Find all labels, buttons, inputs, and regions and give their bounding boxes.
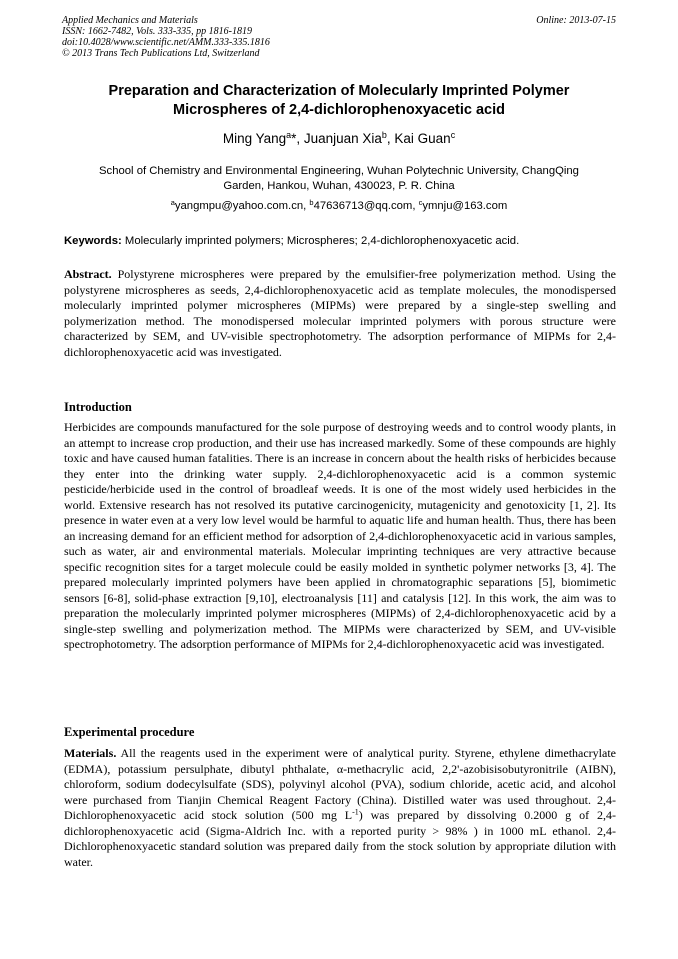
author-1-affil-mark: a xyxy=(286,130,292,141)
unit-exponent: -1 xyxy=(352,807,359,817)
experimental-heading: Experimental procedure xyxy=(64,725,195,739)
affiliation-line-1: School of Chemistry and Environmental Engineering, Wuhan Polytechnic University, ChangQing xyxy=(99,165,579,177)
journal-header xyxy=(62,15,616,59)
corresponding-mark: *, xyxy=(291,131,304,146)
author-2-name: Juanjuan Xia xyxy=(303,131,382,146)
journal-name: Applied Mechanics and Materials xyxy=(62,15,198,26)
online-date: Online: 2013-07-15 xyxy=(536,15,616,26)
materials-text-2: ) was prepared by dissolving 0.2000 g of 2,4-dichlorophenoxyacetic acid (Sigma-Aldrich Inc. with a reported purity > 98% ) in 1000 mL ethanol. 2,4-Dichlorophenoxyacetic standard solution was prepared daily from the stock solution by appropriate dilution with water. xyxy=(64,808,616,869)
author-list xyxy=(62,130,616,148)
paper-title xyxy=(62,82,616,120)
email-a: yangmpu@yahoo.com.cn, xyxy=(174,200,310,212)
author-separator: , xyxy=(386,131,395,146)
email-b: 47636713@qq.com, xyxy=(313,200,419,212)
author-1-name: Ming Yang xyxy=(222,131,287,146)
email-c: ymnju@163.com xyxy=(422,200,508,212)
author-2-affil-mark: b xyxy=(381,130,387,141)
affiliation xyxy=(62,164,616,194)
keywords-label: Keywords: xyxy=(64,235,122,247)
materials-text-1: All the reagents used in the experiment were of analytical purity. Styrene, ethylene dimethacrylate (EDMA), potassium persulphate, dibutyl phthalate, α-methacrylic acid, 2,2'-azobisisobutyronitrile (AIBN), chloroform, sodium dodecylsulfate (SDS), polyvinyl alcohol (PVA), sodium chloride, acetic acid, and alcohol were purchased from Tianjin Chemical Reagent Factory (China). Distilled water was used throughout. 2,4-Dichlorophenoxyacetic acid stock solution (500 mg L xyxy=(64,746,616,822)
issn-line: ISSN: 1662-7482, Vols. 333-335, pp 1816-1819 xyxy=(62,26,252,37)
keywords xyxy=(64,234,616,249)
keywords-text: Molecularly imprinted polymers; Microspheres; 2,4-dichlorophenoxyacetic acid. xyxy=(121,235,520,247)
abstract-text: Polystyrene microspheres were prepared by the emulsifier-free polymerization method. Using the polystyrene microspheres as seeds, 2,4-dichlorophenoxyacetic acid as template molecules, the monodispersed molecularly imprinted polymer microspheres (MIPMs) were prepared by a single-step swelling and polymerization method. The monodispersed molecular imprinted polymers with porous structure were characterized by SEM, and UV-visible spectrophotometry. The adsorption performance of MIPMs for 2,4-dichlorophenoxyacetic acid was investigated. xyxy=(64,267,616,359)
abstract xyxy=(64,267,616,360)
email-a-mark: a xyxy=(170,197,175,207)
introduction-body: Herbicides are compounds manufactured for the sole purpose of destroying weeds and to control woody plants, in an attempt to increase crop production, and their use has increased markedly. Some of these compounds are highly toxic and have caused human fatalities. There is an increase in concern about the health risks of herbicides because they enter into the drinking water supply. 2,4-dichlorophenoxyacetic acid is a common systemic pesticide/herbicide used in the control of broadleaf weeds. It is one of the most widely used herbicides in the world. Extensive research has not resolved its putative carcinogenicity, mutagenicity and genotoxicity [1, 2]. Its presence in water even at a very low level would be harmful to aquatic life and human health. Thus, there has been an increasing demand for an efficient method for adsorption of 2,4-dichlorophenoxyacetic acid in various samples, such as water, air and environmental materials. Molecular imprinting techniques are very attractive because specific recognition sites for a target molecule could be easily molded in synthetic polymer networks [3, 4]. The prepared molecularly imprinted polymers have been applied in chromatographic separations [5], biomimetic sensors [6-8], solid-phase extraction [9,10], electroanalysis [11] and catalysis [12]. In this work, the aim was to preparation the molecularly imprinted polymer microspheres (MIPMs) of 2,4-dichlorophenoxyacetic acid by a single-step swelling and polymerization method. The MIPMs were characterized by SEM, and UV-visible spectrophotometry. The adsorption performance of MIPMs for 2,4-dichlorophenoxyacetic acid was investigated. xyxy=(64,420,616,651)
copyright-line: © 2013 Trans Tech Publications Ltd, Switzerland xyxy=(62,48,260,59)
introduction-heading: Introduction xyxy=(64,400,132,414)
affiliation-line-2: Garden, Hankou, Wuhan, 430023, P. R. China xyxy=(223,180,455,192)
doi-line: doi:10.4028/www.scientific.net/AMM.333-335.1816 xyxy=(62,37,270,48)
materials-paragraph xyxy=(64,746,616,870)
author-3-name: Kai Guan xyxy=(394,131,451,146)
materials-label: Materials. xyxy=(64,746,117,760)
author-3-affil-mark: c xyxy=(450,130,456,141)
title-line-2: Microspheres of 2,4-dichlorophenoxyacetic acid xyxy=(173,102,505,118)
email-b-mark: b xyxy=(309,197,314,207)
author-emails xyxy=(62,199,616,214)
title-line-1: Preparation and Characterization of Molecularly Imprinted Polymer xyxy=(108,83,570,99)
email-c-mark: c xyxy=(418,197,423,207)
abstract-label: Abstract. xyxy=(64,267,112,281)
